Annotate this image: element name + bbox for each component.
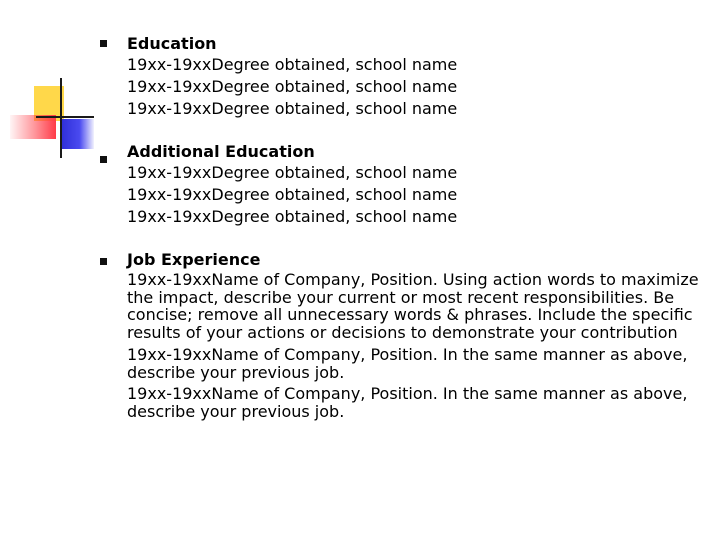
additional-education-entry: 19xx-19xxDegree obtained, school name [127, 185, 458, 204]
additional-education-entry: 19xx-19xxDegree obtained, school name [127, 207, 458, 226]
education-entry: 19xx-19xxDegree obtained, school name [127, 99, 458, 118]
job-entry: 19xx-19xxName of Company, Position. Using action words to maximize the impact, describe your current or most recent responsibilities. Be concise; remove all unnecessary words & phrases. Include the specific results of your actions or decisions to demonstrate your contribution [127, 270, 699, 342]
additional-education-entry: 19xx-19xxDegree obtained, school name [127, 163, 458, 182]
education-entry: 19xx-19xxDegree obtained, school name [127, 55, 458, 74]
education-entry: 19xx-19xxDegree obtained, school name [127, 77, 458, 96]
decorative-horizontal-line [36, 116, 94, 118]
section-title: Education [127, 34, 217, 53]
section-title: Additional Education [127, 142, 315, 161]
section-title: Job Experience [127, 250, 261, 269]
decorative-red-bar [10, 115, 56, 139]
job-entry: 19xx-19xxName of Company, Position. In the same manner as above, describe your previous job. [127, 345, 688, 382]
bullet-icon [100, 156, 107, 163]
decorative-blue-square [62, 119, 94, 149]
job-entry: 19xx-19xxName of Company, Position. In the same manner as above, describe your previous job. [127, 384, 688, 421]
bullet-icon [100, 258, 107, 265]
bullet-icon [100, 40, 107, 47]
decorative-vertical-line [60, 78, 62, 158]
